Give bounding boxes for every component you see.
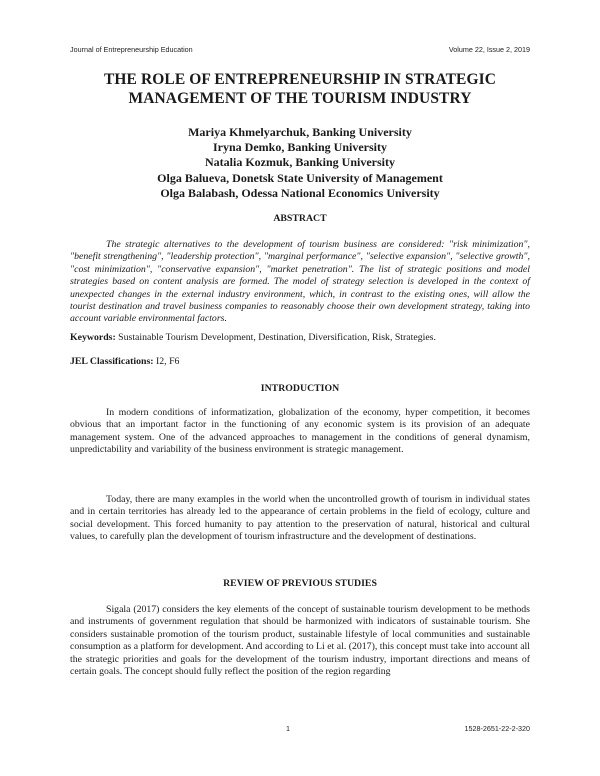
author: Natalia Kozmuk, Banking University (204, 155, 396, 170)
jel-label: JEL Classifications: (70, 356, 154, 367)
introduction-paragraph: In modern conditions of informatization, globalization of the economy, hyper competition, it becomes obvious that an important factor in the functioning of any economic system is its provision of an adequate management system. One of the advanced approaches to management in the conditions of general dynamism, unpredictability and variability of the business environment is strategic management. (70, 407, 530, 456)
author: Iryna Demko, Banking University (212, 140, 388, 155)
jel-classifications (70, 356, 530, 368)
author: Mariya Khmelyarchuk, Banking University (188, 125, 412, 139)
keywords-label: Keywords: (70, 332, 116, 343)
jel-text: I2, F6 (156, 356, 180, 367)
author-list (60, 125, 540, 201)
review-paragraph: Sigala (2017) considers the key elements of the concept of sustainable tourism development to be methods and instruments of government regulation that should be harmonized with indicators of sustainable tourism. She considers sustainable promotion of the tourism product, sustainable lifestyle of local communities and sustainable consumption as a platform for development. And according to Li et al. (2017), this concept must take into account all the strategic priorities and goals for the development of the tourism industry, important directions and means of certain goals. The concept should fully reflect the position of the region regarding (70, 604, 530, 678)
abstract-text: The strategic alternatives to the development of tourism business are considered: "risk minimization", "benefit strengthening", "leadership protection", "marginal performance", "selective expansion", "selective growth", "cost minimization", "conservative expansion", "market penetration". The list of strategic positions and model strategies based on content analysis are formed. The model of strategy selection is developed in the context of unexpected changes in the external industry environment, which, in contrast to the existing ones, will allow the tourist destination and travel business companies to reasonably choose their own development strategy, taking into account variable environmental factors. (70, 239, 530, 325)
volume-issue: Volume 22, Issue 2, 2019 (448, 45, 530, 54)
keywords-text: Sustainable Tourism Development, Destination, Diversification, Risk, Strategies. (118, 332, 436, 343)
keywords (70, 332, 530, 344)
author: Olga Balabash, Odessa National Economics University (160, 185, 440, 200)
paper-title: THE ROLE OF ENTREPRENEURSHIP IN STRATEGIC MANAGEMENT OF THE TOURISM INDUSTRY (103, 71, 497, 107)
review-heading: REVIEW OF PREVIOUS STUDIES (223, 578, 377, 589)
abstract-heading: ABSTRACT (273, 213, 327, 224)
introduction-heading: INTRODUCTION (260, 383, 340, 394)
article-code: 1528-2651-22-2-320 (464, 724, 530, 733)
introduction-paragraph: Today, there are many examples in the world when the uncontrolled growth of tourism in individual states and in certain territories has already led to the appearance of certain problems in the field of ecology, culture and social development. This forced humanity to pay attention to the preservation of natural, historical and cultural values, to carefully plan the development of tourism infrastructure and the development of destinations. (70, 494, 530, 543)
page-number: 1 (286, 724, 290, 733)
journal-name: Journal of Entrepreneurship Education (70, 45, 193, 54)
author: Olga Balueva, Donetsk State University of Management (157, 170, 443, 185)
